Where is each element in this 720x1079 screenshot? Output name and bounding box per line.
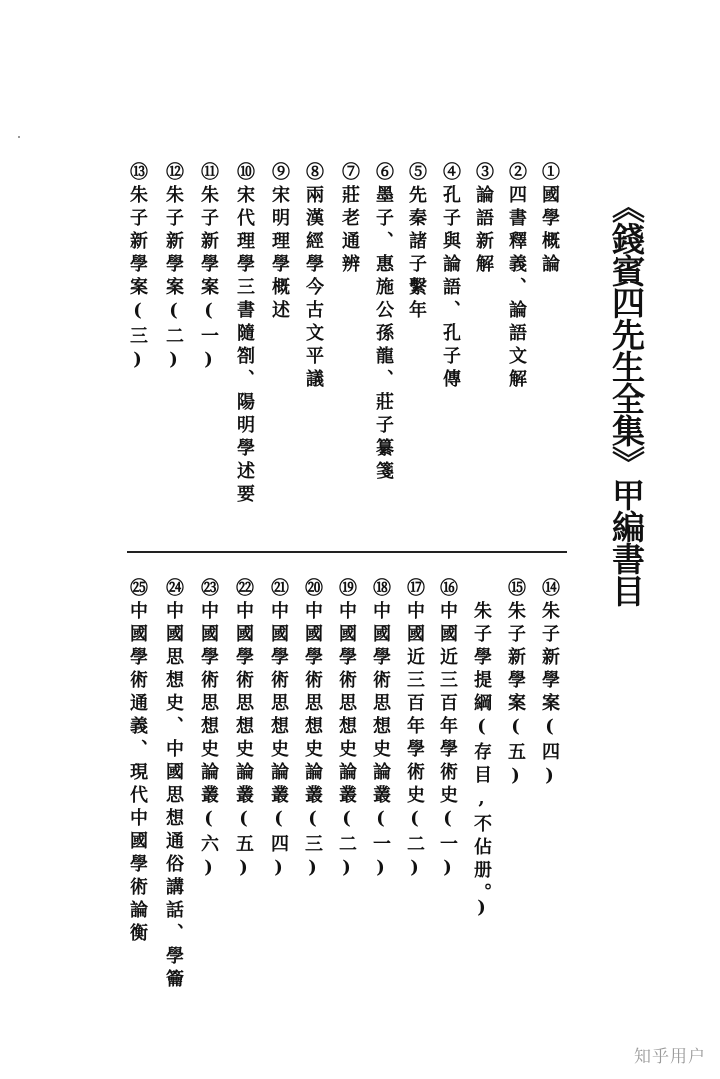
- list-item: ⑤先秦諸子繫年: [406, 162, 427, 323]
- list-item: ⑳中國學術思想史論叢(三): [302, 578, 323, 883]
- list-item: ⑫朱子新學案(二): [163, 162, 184, 375]
- list-item: ⑦莊老通辨: [339, 162, 360, 277]
- divider-line: [127, 551, 567, 553]
- list-item: ⑬朱子新學案(三): [127, 162, 148, 375]
- list-item: ⑯中國近三百年學術史(一): [437, 578, 458, 883]
- list-item: ⑭朱子新學案(四): [539, 578, 560, 791]
- list-item: ⑧兩漢經學今古文平議: [303, 162, 324, 392]
- list-item: ④孔子與論語、孔子傳: [440, 162, 461, 392]
- list-item: ②四書釋義、論語文解: [506, 162, 527, 392]
- list-item: ⑮朱子新學案(五): [505, 578, 526, 791]
- list-item: ⑲中國學術思想史論叢(二): [336, 578, 357, 883]
- list-item: ⑨宋明理學概述: [269, 162, 290, 323]
- list-item: ㉔中國思想史、中國思想通俗講話、學籥: [163, 578, 184, 992]
- list-item: ⑰中國近三百年學術史(二): [404, 578, 425, 883]
- list-item: ㉑中國學術思想史論叢(四): [268, 578, 289, 883]
- list-item: ①國學概論: [539, 162, 560, 277]
- list-item: ㉕中國學術通義、現代中國學術論衡: [127, 578, 148, 946]
- list-item: ⑪朱子新學案(一): [198, 162, 219, 375]
- list-item: ㉒中國學術思想史論叢(五): [233, 578, 254, 883]
- page-title: 《錢賓四先生全集》甲編書目: [607, 190, 646, 606]
- list-item: ⑥墨子、惠施公孫龍、莊子纂箋: [373, 162, 394, 484]
- scan-speck: [18, 136, 20, 138]
- list-item: ⑱中國學術思想史論叢(一): [370, 578, 391, 883]
- list-item: 朱子學提綱(存目,不佔册。): [471, 578, 492, 923]
- list-item: ③論語新解: [473, 162, 494, 277]
- list-item: ㉓中國學術思想史論叢(六): [198, 578, 219, 883]
- watermark: 知乎用户: [634, 1047, 706, 1067]
- list-item: ⑩宋代理學三書隨劄、陽明學述要: [234, 162, 255, 507]
